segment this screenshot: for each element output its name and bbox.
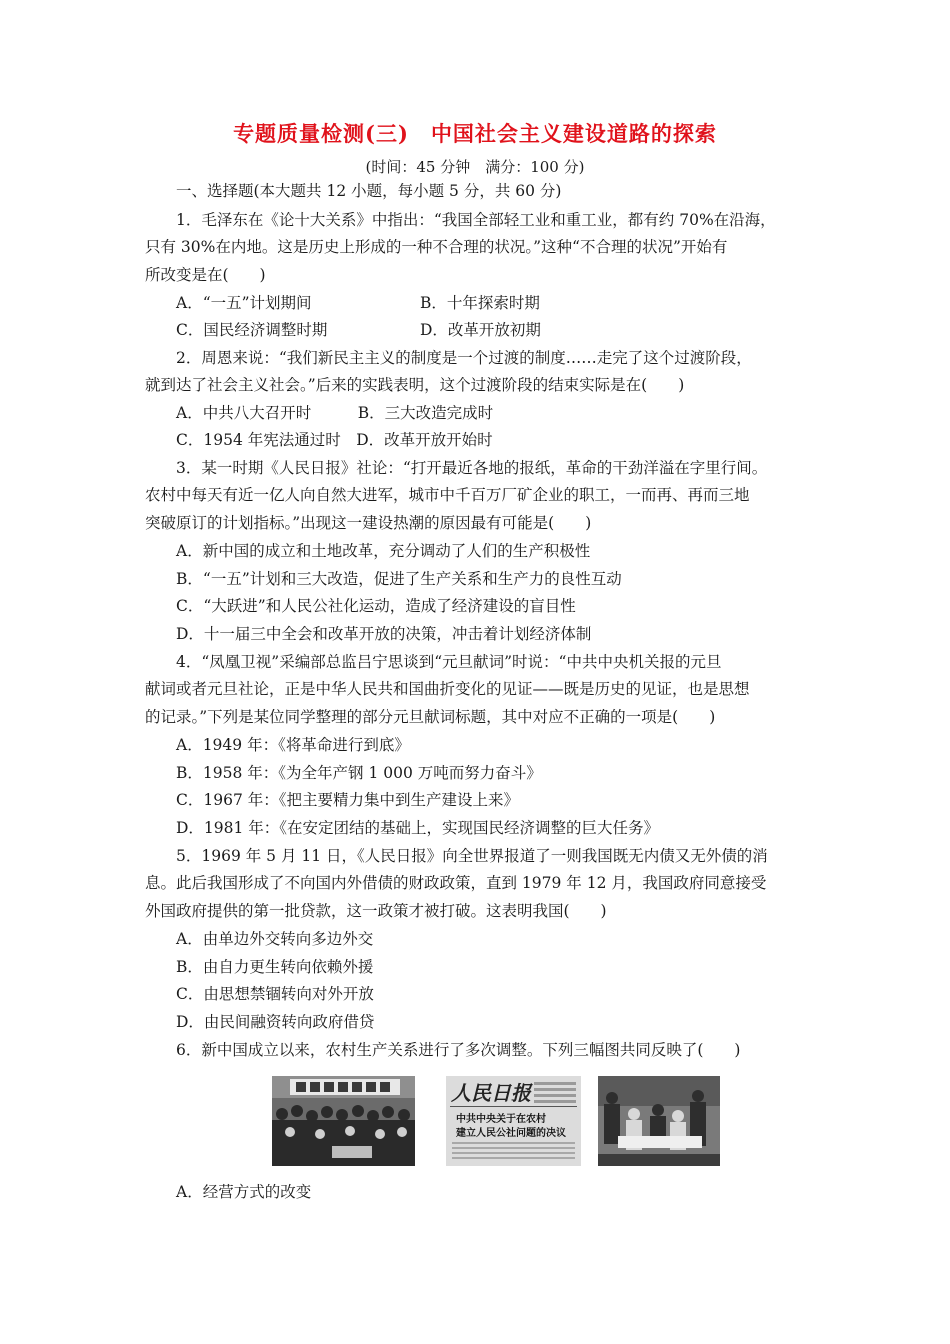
q1-line-3: 所改变是在( ): [145, 266, 266, 284]
q4-option-a: A．1949 年：《将革命进行到底》: [176, 736, 410, 754]
q1-option-d: D．改革开放初期: [420, 321, 541, 339]
q4-option-b: B．1958 年：《为全年产钢 1 000 万吨而努力奋斗》: [176, 764, 542, 782]
q2-line-1: 2．周恩来说：“我们新民主主义的制度是一个过渡的制度……走完了这个过渡阶段，: [176, 349, 752, 367]
q1-line-1: 1．毛泽东在《论十大关系》中指出：“我国全部轻工业和重工业，都有约 70%在沿海，: [176, 211, 776, 229]
q4-line-3: 的记录。”下列是某位同学整理的部分元旦献词标题，其中对应不正确的一项是( ): [145, 708, 716, 726]
q5-option-a: A．由单边外交转向多边外交: [176, 930, 374, 948]
q6-stem: 6．新中国成立以来，农村生产关系进行了多次调整。下列三幅图共同反映了( ): [176, 1041, 741, 1059]
q3-line-2: 农村中每天有近一亿人向自然大进军，城市中千百万厂矿企业的职工，一而再、再而三地: [145, 486, 750, 504]
q4-option-c: C．1967 年：《把主要精力集中到生产建设上来》: [176, 791, 519, 809]
q4-option-d: D．1981 年：《在安定团结的基础上，实现国民经济调整的巨大任务》: [176, 819, 660, 837]
photo-farmers: [598, 1076, 720, 1166]
q2-options-ab: A．中共八大召开时 B．三大改造完成时: [176, 404, 494, 422]
q4-line-2: 献词或者元旦社论，正是中华人民共和国曲折变化的见证——既是历史的见证，也是思想: [145, 680, 750, 698]
page-title: [0, 118, 950, 148]
q5-line-1: 5．1969 年 5 月 11 日，《人民日报》向全世界报道了一则我国既无内债又无外债的消: [176, 847, 768, 865]
q2-options-cd: C．1954 年宪法通过时 D．改革开放开始时: [176, 431, 493, 449]
q1-option-b: B．十年探索时期: [420, 294, 540, 312]
newspaper-masthead: 人民日报: [451, 1081, 531, 1105]
q3-option-b: B．“一五”计划和三大改造，促进了生产关系和生产力的良性互动: [176, 570, 622, 588]
q5-line-3: 外国政府提供的第一批贷款，这一政策才被打破。这表明我国( ): [145, 902, 607, 920]
q2-line-2: 就到达了社会主义社会。”后来的实践表明，这个过渡阶段的结束实际是在( ): [145, 376, 685, 394]
newspaper-headline-1: 中共中央关于在农村: [456, 1114, 546, 1125]
q1-option-c: C．国民经济调整时期: [176, 321, 328, 339]
q6-option-a: A．经营方式的改变: [176, 1183, 312, 1201]
newspaper-graphic: [446, 1076, 581, 1166]
q1-option-a: A．“一五”计划期间: [176, 294, 312, 312]
section-heading: 一、选择题(本大题共 12 小题，每小题 5 分，共 60 分): [176, 182, 562, 200]
exam-subtitle: (时间：45 分钟 满分：100 分): [365, 158, 585, 176]
q3-option-c: C．“大跃进”和人民公社化运动，造成了经济建设的盲目性: [176, 597, 576, 615]
q5-option-b: B．由自力更生转向依赖外援: [176, 958, 374, 976]
q3-option-a: A．新中国的成立和土地改革，充分调动了人们的生产积极性: [176, 542, 591, 560]
q5-line-2: 息。此后我国形成了不向国内外借债的财政政策，直到 1979 年 12 月，我国政府同意接受: [145, 874, 767, 892]
crowd-photo-graphic: [272, 1076, 415, 1166]
farmers-photo-graphic: [598, 1076, 720, 1166]
photo-crowd-meeting: [272, 1076, 415, 1166]
title-part-2: 中国社会主义建设道路的探索: [430, 121, 717, 146]
q4-line-1: 4．“凤凰卫视”采编部总监吕宁思谈到“元旦献词”时说：“中共中央机关报的元旦: [176, 653, 722, 671]
photo-newspaper: [446, 1076, 581, 1166]
title-part-1: 专题质量检测(三): [233, 121, 409, 146]
q3-option-d: D．十一届三中全会和改革开放的决策，冲击着计划经济体制: [176, 625, 592, 643]
newspaper-headline-2: 建立人民公社问题的决议: [456, 1128, 566, 1139]
q5-option-c: C．由思想禁锢转向对外开放: [176, 985, 374, 1003]
q1-line-2: 只有 30%在内地。这是历史上形成的一种不合理的状况。”这种“不合理的状况”开始有: [145, 238, 728, 256]
q3-line-3: 突破原订的计划指标。”出现这一建设热潮的原因最有可能是( ): [145, 514, 592, 532]
q3-line-1: 3．某一时期《人民日报》社论：“打开最近各地的报纸，革命的干劲洋溢在字里行间。: [176, 459, 768, 477]
q5-option-d: D．由民间融资转向政府借贷: [176, 1013, 375, 1031]
